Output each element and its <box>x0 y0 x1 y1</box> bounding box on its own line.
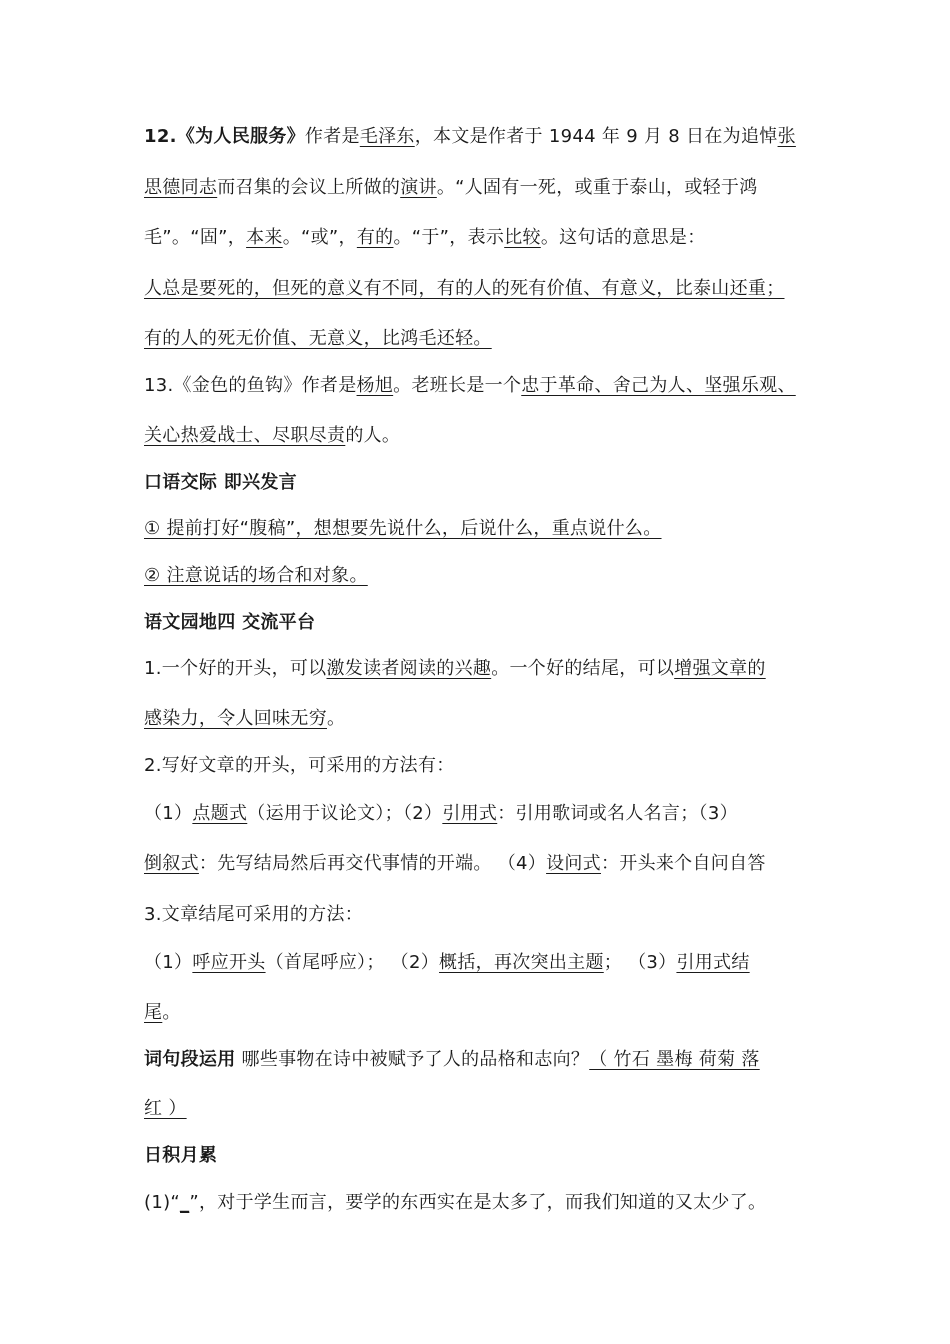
answer-blank: 点题式 <box>192 803 248 824</box>
p12-line-1 <box>144 124 796 150</box>
garden-q2: 2.写好文章的开头，可采用的方法有： <box>144 755 455 776</box>
text: 。 <box>162 1002 181 1023</box>
text: （1） <box>144 803 193 824</box>
text: 而召集的会议上所做的 <box>217 177 401 198</box>
garden-q2-line-1 <box>144 801 738 827</box>
oral-item-1 <box>144 516 662 542</box>
answer-blank: 倒叙式 <box>144 853 199 874</box>
answer-blank: 呼应开头 <box>192 952 266 973</box>
text: 。“人固有一死，或重于泰山，或轻于鸿 <box>436 177 758 198</box>
p12-line-4 <box>144 276 785 302</box>
text: （首尾呼应）； （2） <box>265 952 440 973</box>
item-number: 12. <box>144 126 177 147</box>
answer-blank: 本来 <box>246 227 283 248</box>
text: 的人。 <box>345 425 401 446</box>
answer-blank: （ 竹石 墨梅 荷菊 落 <box>589 1049 760 1070</box>
section-heading-words: 词句段运用 <box>144 1049 236 1070</box>
garden-q1-line-2 <box>144 706 345 732</box>
p12-line-2 <box>144 175 758 201</box>
text: 作者是 <box>304 126 360 147</box>
answer-blank: 激发读者阅读的兴趣 <box>326 658 492 679</box>
title-text: 《为人民服务》 <box>176 126 305 147</box>
p13-line-1 <box>144 373 796 399</box>
p13-line-2 <box>144 423 400 449</box>
question-text: 哪些事物在诗中被赋予了人的品格和志向？ <box>235 1049 590 1070</box>
text: 。这句话的意思是： <box>540 227 706 248</box>
answer-blank: 引用式结 <box>676 952 750 973</box>
garden-q3: 3.文章结尾可采用的方法： <box>144 904 364 925</box>
answer-blank: 设问式 <box>546 853 601 874</box>
text: ：先写结局然后再交代事情的开端。 （4） <box>198 853 547 874</box>
text: ； （3） <box>603 952 677 973</box>
answer-blank: 人总是要死的，但死的意义有不同，有的人的死有价值、有意义，比泰山还重； <box>144 278 785 299</box>
answer-blank: 张 <box>777 126 796 147</box>
words-line-2 <box>144 1096 187 1122</box>
text: 。一个好的结尾，可以 <box>491 658 675 679</box>
answer-blank: ② 注意说话的场合和对象。 <box>144 565 368 586</box>
answer-blank: 毛泽东 <box>359 126 415 147</box>
text: （运用于议论文）；（2） <box>247 803 443 824</box>
answer-blank: 有的 <box>356 227 394 248</box>
section-heading-garden: 语文园地四 交流平台 <box>144 612 316 633</box>
text: 13.《金色的鱼钩》作者是 <box>144 375 357 396</box>
text: 1.一个好的开头，可以 <box>144 658 327 679</box>
p12-line-5 <box>144 326 492 352</box>
text: ：引用歌词或名人名言；（3） <box>497 803 738 824</box>
answer-blank: 演讲 <box>400 177 437 198</box>
text: (1)“ <box>144 1192 181 1213</box>
answer-blank: _ <box>180 1192 190 1213</box>
text: ：开头来个自问自答 <box>600 853 766 874</box>
answer-blank: 引用式 <box>442 803 498 824</box>
answer-blank: 关心热爱战士、尽职尽责 <box>144 425 346 446</box>
text: 。老班长是一个 <box>393 375 522 396</box>
section-heading-accum: 日积月累 <box>144 1145 218 1166</box>
text: ”，对于学生而言，要学的东西实在是太多了，而我们知道的又太少了。 <box>189 1192 767 1213</box>
answer-blank: 比较 <box>504 227 541 248</box>
garden-q3-line-1 <box>144 950 750 976</box>
answer-blank: 思德同志 <box>144 177 218 198</box>
garden-q3-line-2 <box>144 1000 181 1026</box>
answer-blank: 尾 <box>144 1002 163 1023</box>
answer-blank: 感染力，令人回味无穷 <box>144 708 327 729</box>
garden-q2-line-2 <box>144 851 766 877</box>
section-heading-oral: 口语交际 即兴发言 <box>144 472 297 493</box>
answer-blank: 红 ） <box>144 1098 187 1119</box>
answer-blank: 杨旭 <box>356 375 394 396</box>
text: ，本文是作者于 1944 年 9 月 8 日在为追悼 <box>414 126 778 147</box>
answer-blank: 有的人的死无价值、无意义，比鸿毛还轻。 <box>144 328 492 349</box>
accum-line-1 <box>144 1190 766 1216</box>
text: （1） <box>144 952 193 973</box>
text: 。“或”， <box>282 227 357 248</box>
answer-blank: 概括，再次突出主题 <box>439 952 604 973</box>
text: 。 <box>327 708 346 729</box>
p12-line-3 <box>144 225 706 251</box>
text: 毛”。“固”， <box>144 227 247 248</box>
garden-q1-line-1 <box>144 656 766 682</box>
text: 。“于”，表示 <box>393 227 505 248</box>
answer-blank: ① 提前打好“腹稿”，想想要先说什么，后说什么，重点说什么。 <box>144 518 662 539</box>
answer-blank: 忠于革命、舍己为人、坚强乐观、 <box>521 375 796 396</box>
answer-blank: 增强文章的 <box>674 658 766 679</box>
oral-item-2 <box>144 563 368 589</box>
words-line-1 <box>144 1047 760 1073</box>
